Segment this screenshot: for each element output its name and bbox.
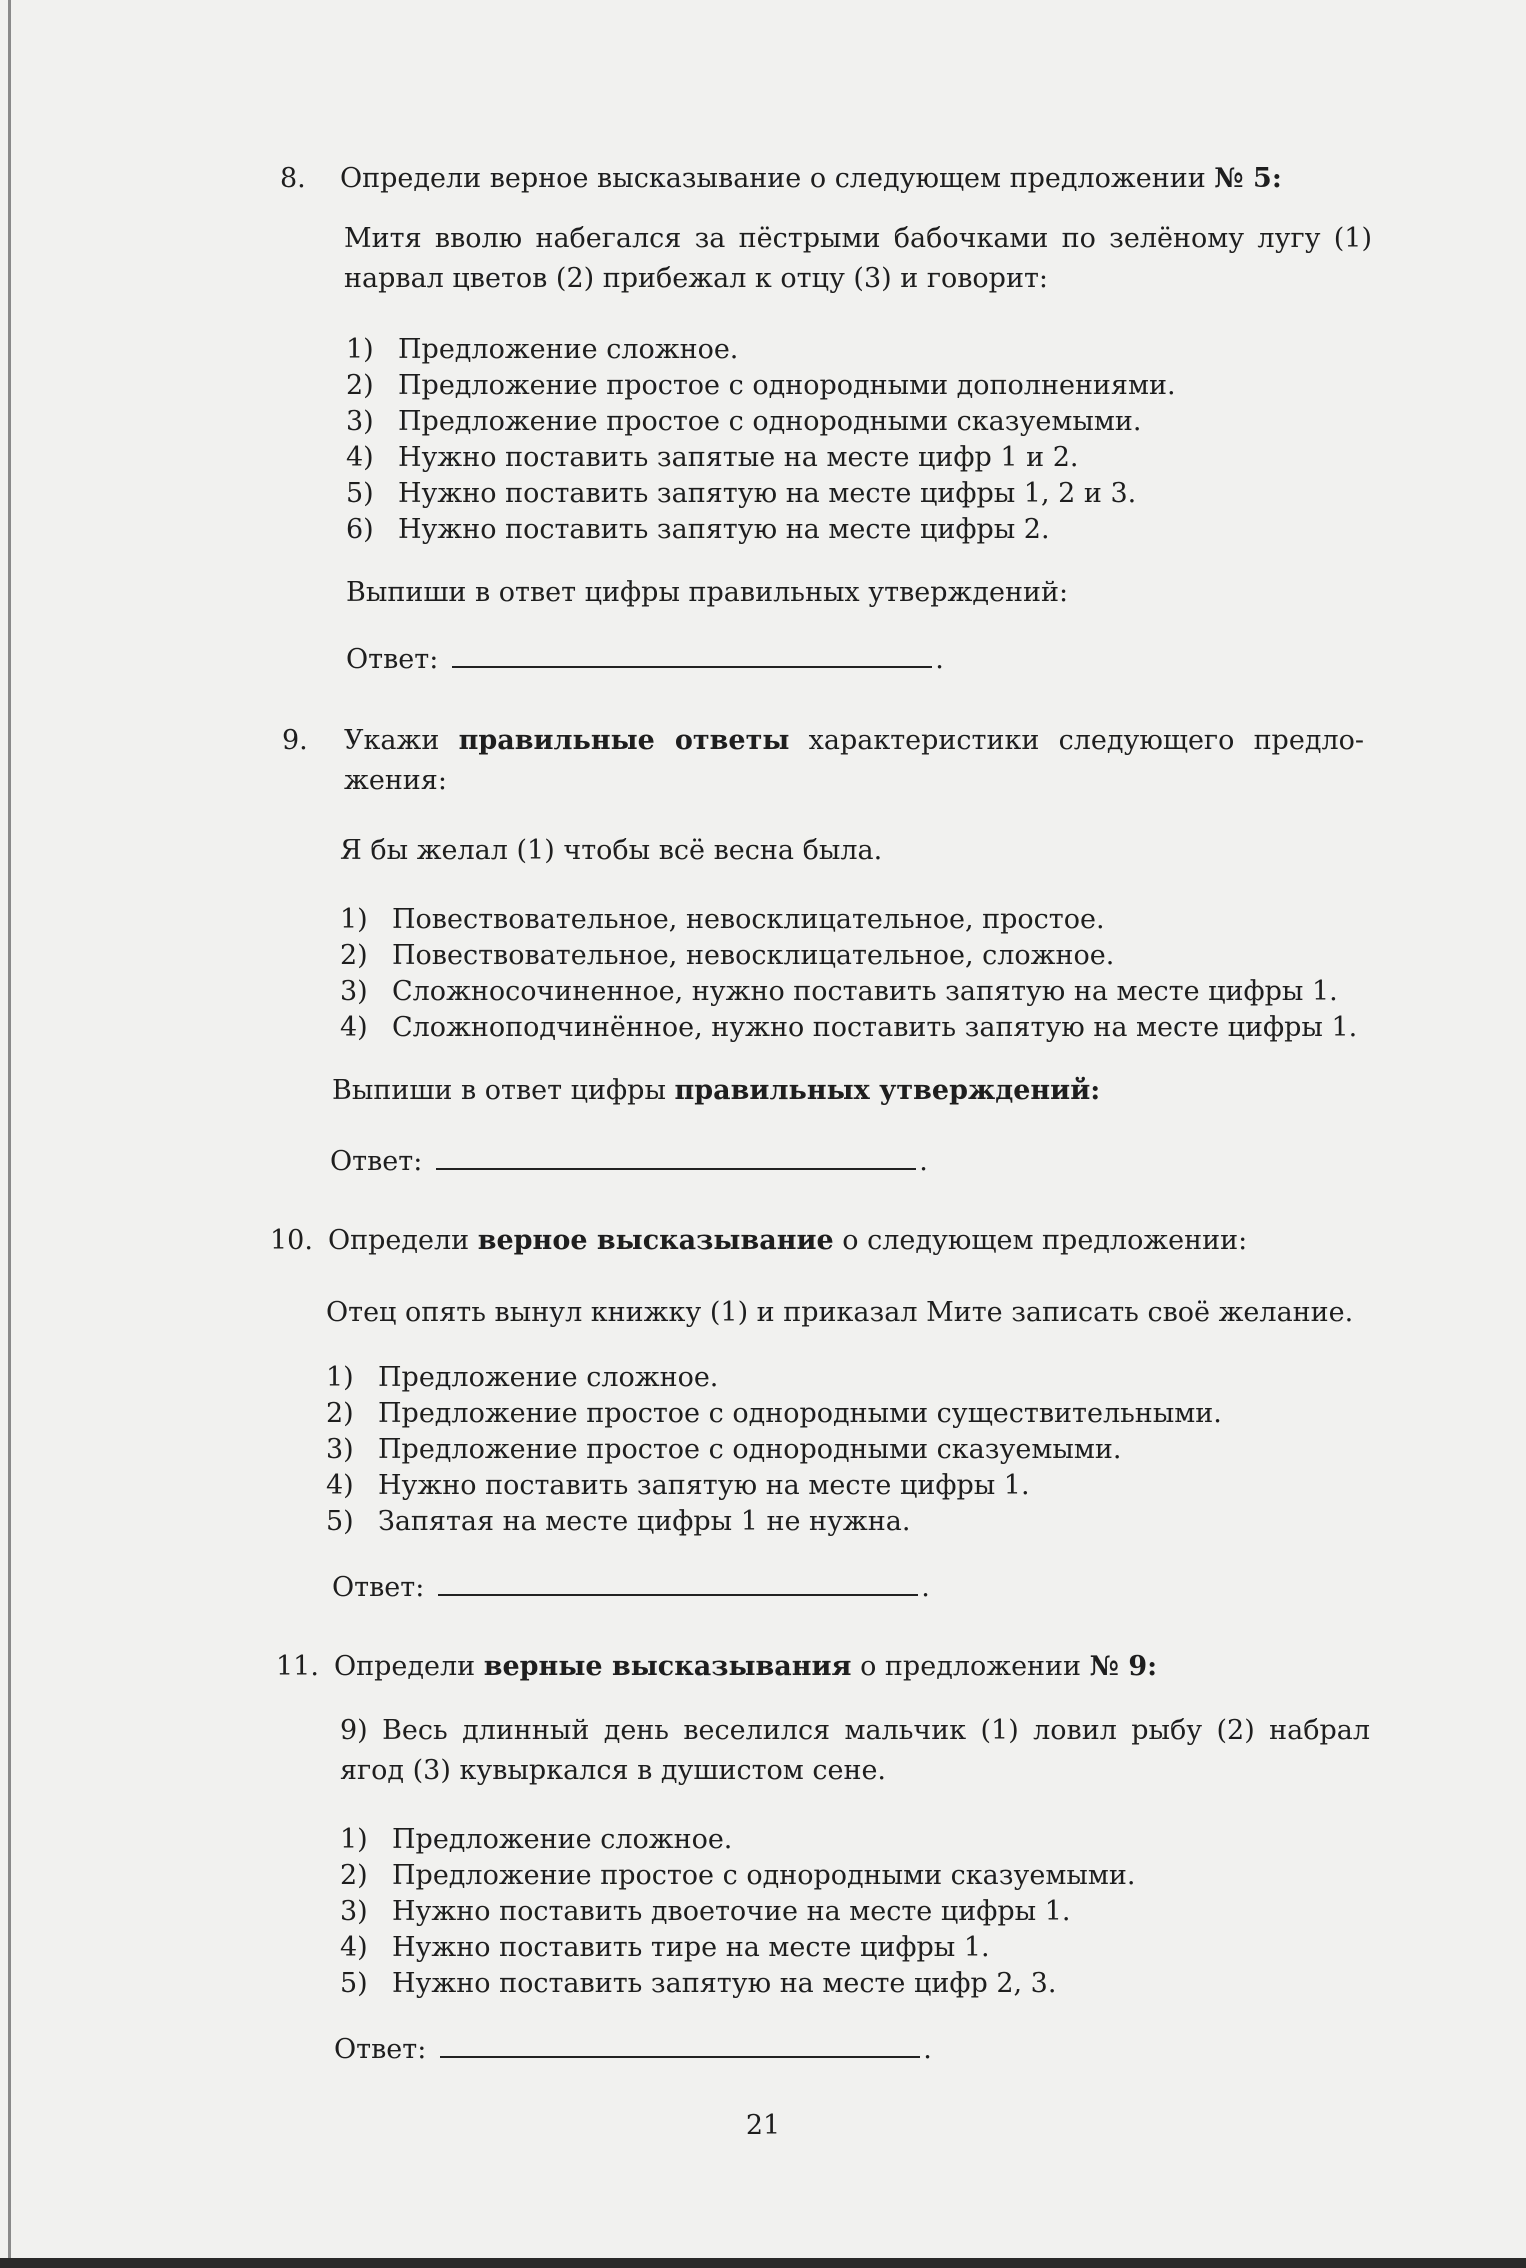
task-question: Укажи правильные ответы характеристики следующего предло- [344,725,1364,756]
options-list [346,332,1176,548]
option-item: 3) Сложносочиненное, нужно поставить запятую на месте цифры 1. [340,976,1338,1007]
option-item: 2) Повествовательное, невосклицательное, сложное. [340,940,1115,971]
answer-label: Ответ: [330,1146,423,1177]
answer-label: Ответ: [346,644,439,675]
example-sentence: Митя вволю набегался за пёстрыми бабочками по зелёному лугу (1) [344,223,1372,254]
example-sentence: Отец опять вынул книжку (1) и приказал Мите записать своё желание. [326,1297,1354,1328]
answer-row: Ответ: . [332,1568,930,1605]
option-item: 2) Предложение простое с однородными дополнениями. [346,370,1176,401]
option-item: 1) Предложение сложное. [346,334,739,365]
answer-blank[interactable] [440,2030,920,2058]
task-number: 10. [270,1225,313,1256]
instruction: Выпиши в ответ цифры правильных утверждений: [332,1075,1101,1106]
answer-blank[interactable] [438,1568,918,1596]
answer-blank[interactable] [452,640,932,668]
page-number: 21 [745,2110,781,2141]
options-list [340,902,1357,1046]
task-question-cont: жения: [344,765,447,796]
option-item: 2) Предложение простое с однородными существительными. [326,1398,1222,1429]
task-question: Определи верное высказывание о следующем предложении № 5: [340,163,1282,194]
option-item: 5) Нужно поставить запятую на месте цифры 1, 2 и 3. [346,478,1137,509]
example-sentence: ягод (3) кувыркался в душистом сене. [340,1755,887,1786]
options-list [326,1360,1222,1540]
option-item: 2) Предложение простое с однородными сказуемыми. [340,1860,1136,1891]
option-item: 4) Сложноподчинённое, нужно поставить запятую на месте цифры 1. [340,1012,1358,1043]
task-number: 11. [276,1651,319,1682]
answer-row: Ответ: . [346,640,944,677]
option-item: 4) Нужно поставить запятую на месте цифры 1. [326,1470,1030,1501]
option-item: 4) Нужно поставить тире на месте цифры 1. [340,1932,990,1963]
option-item: 4) Нужно поставить запятые на месте цифр 1 и 2. [346,442,1079,473]
option-item: 3) Нужно поставить двоеточие на месте цифры 1. [340,1896,1071,1927]
option-item: 6) Нужно поставить запятую на месте цифры 2. [346,514,1050,545]
answer-blank[interactable] [436,1142,916,1170]
option-item: 1) Предложение сложное. [340,1824,733,1855]
page-left-edge [8,0,11,2268]
option-item: 5) Нужно поставить запятую на месте цифр 2, 3. [340,1968,1057,1999]
answer-label: Ответ: [334,2034,427,2065]
option-item: 3) Предложение простое с однородными сказуемыми. [346,406,1142,437]
option-item: 5) Запятая на месте цифры 1 не нужна. [326,1506,911,1537]
task-number: 8. [280,163,306,194]
options-list [340,1822,1135,2002]
task-question: Определи верные высказывания о предложении № 9: [334,1651,1158,1682]
example-sentence: 9) Весь длинный день веселился мальчик (1) ловил рыбу (2) набрал [340,1715,1370,1746]
instruction: Выпиши в ответ цифры правильных утверждений: [346,577,1069,608]
option-item: 1) Повествовательное, невосклицательное, простое. [340,904,1105,935]
option-item: 3) Предложение простое с однородными сказуемыми. [326,1434,1122,1465]
task-number: 9. [282,725,308,756]
option-item: 1) Предложение сложное. [326,1362,719,1393]
page-bottom-edge [0,2258,1526,2268]
task-question: Определи верное высказывание о следующем предложении: [328,1225,1248,1256]
example-sentence: нарвал цветов (2) прибежал к отцу (3) и говорит: [344,263,1048,294]
answer-row: Ответ: . [334,2030,932,2067]
example-sentence: Я бы желал (1) чтобы всё весна была. [340,835,883,866]
answer-row: Ответ: . [330,1142,928,1179]
answer-label: Ответ: [332,1572,425,1603]
